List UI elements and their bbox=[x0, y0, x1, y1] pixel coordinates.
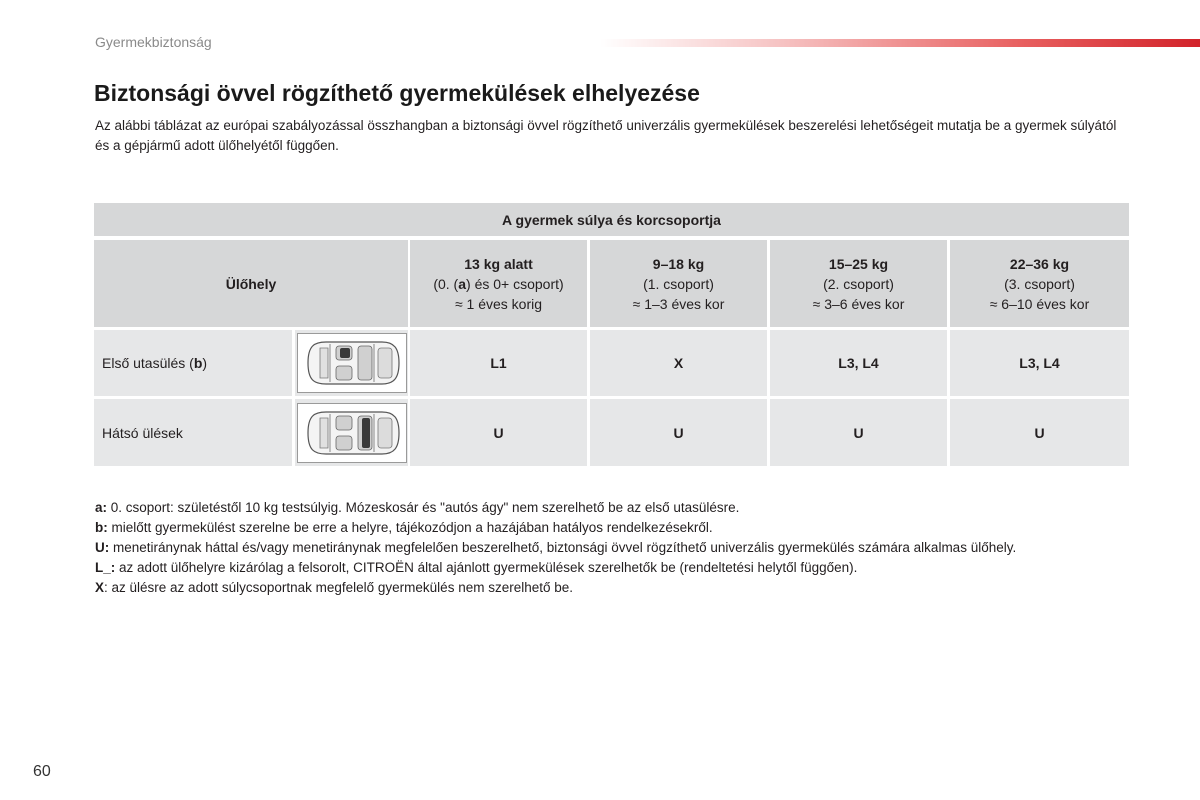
table-cell: U bbox=[590, 399, 767, 466]
header-accent-bar bbox=[600, 39, 1200, 47]
column-weight: 22–36 kg bbox=[1009, 255, 1070, 272]
footnote: b: mielőtt gyermekülést szerelne be erre a helyre, tájékozódjon a hazájában hatályos rendelkezésekről. bbox=[95, 520, 713, 535]
footnotes bbox=[95, 498, 1135, 598]
table-cell: U bbox=[950, 399, 1129, 466]
footnote: a: 0. csoport: születéstől 10 kg testsúlyig. Mózeskosár és "autós ágy" nem szerelhető be az első utasülésre. bbox=[95, 500, 740, 515]
table-cell: X bbox=[590, 330, 767, 396]
column-header bbox=[590, 240, 767, 327]
footnote: U: menetiránynak háttal és/vagy menetiránynak megfelelően beszerelhető, biztonsági övvel rögzíthető univerzális gyermekülés számára alkalmas ülőhely. bbox=[95, 540, 1017, 555]
column-header bbox=[770, 240, 947, 327]
column-group: (3. csoport) bbox=[1004, 275, 1075, 292]
column-group: (0. (a) és 0+ csoport) bbox=[433, 275, 564, 292]
table-cell: L1 bbox=[410, 330, 587, 396]
column-weight: 9–18 kg bbox=[652, 255, 705, 272]
car-rear-seats-icon bbox=[295, 399, 408, 466]
column-age: ≈ 3–6 éves kor bbox=[812, 295, 905, 312]
column-header bbox=[950, 240, 1129, 327]
footnote: X: az ülésre az adott súlycsoportnak megfelelő gyermekülés nem szerelhető be. bbox=[95, 580, 574, 595]
group-header: A gyermek súlya és korcsoportja bbox=[94, 203, 1129, 236]
footnote: L_: az adott ülőhelyre kizárólag a felsorolt, CITROËN által ajánlott gyermekülések szerelhetők be (rendeltetési helytől függően). bbox=[95, 560, 858, 575]
column-age: ≈ 1–3 éves kor bbox=[632, 295, 725, 312]
table-cell: U bbox=[770, 399, 947, 466]
table-cell: L3, L4 bbox=[770, 330, 947, 396]
intro-paragraph: Az alábbi táblázat az európai szabályozással összhangban a biztonsági övvel rögzíthető univerzális gyermekülések beszerelési lehetőségeit mutatja be a gyermek súlyától és a gépjármű adott ülőhelyétől függően. bbox=[95, 118, 1117, 153]
column-weight: 13 kg alatt bbox=[464, 255, 533, 272]
column-header bbox=[410, 240, 587, 327]
column-age: ≈ 6–10 éves kor bbox=[989, 295, 1090, 312]
column-group: (2. csoport) bbox=[823, 275, 894, 292]
page-number: 60 bbox=[33, 763, 51, 780]
column-weight: 15–25 kg bbox=[828, 255, 889, 272]
table-cell: U bbox=[410, 399, 587, 466]
column-group: (1. csoport) bbox=[643, 275, 714, 292]
car-front-seat-icon bbox=[295, 330, 408, 396]
section-label: Gyermekbiztonság bbox=[95, 34, 212, 50]
seat-header: Ülőhely bbox=[94, 240, 408, 327]
column-age: ≈ 1 éves korig bbox=[454, 295, 543, 312]
page-title: Biztonsági övvel rögzíthető gyermekülések elhelyezése bbox=[94, 80, 700, 106]
row-label: Első utasülés ( b ) bbox=[94, 330, 292, 396]
row-label: Hátsó ülések bbox=[94, 399, 292, 466]
table-cell: L3, L4 bbox=[950, 330, 1129, 396]
